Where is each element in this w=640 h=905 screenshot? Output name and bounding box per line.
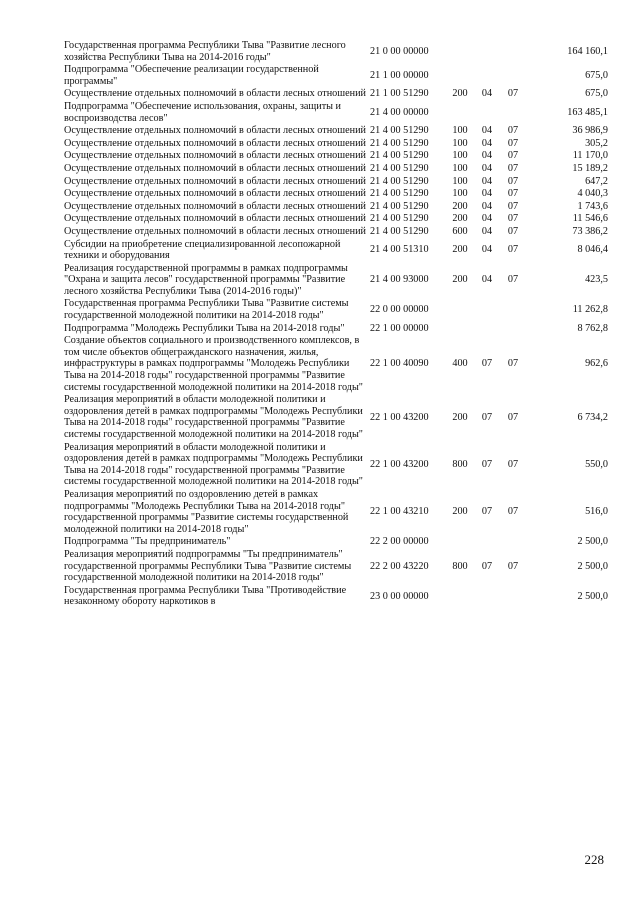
table-row [64, 64, 608, 88]
amount: 2 500,0 [577, 536, 608, 548]
subsection [500, 323, 526, 336]
section: 04 [481, 274, 493, 286]
target-code: 21 0 00 00000 [370, 45, 429, 57]
table-row [64, 549, 608, 585]
amount: 11 262,8 [572, 304, 608, 316]
item-name: Подпрограмма "Обеспечение использования, охраны, защиты и воспроизводства лесов" [64, 100, 341, 124]
item-name: Субсидии на приобретение специализированной лесопожарной техники и оборудования [64, 238, 341, 262]
target-code: 22 1 00 43210 [370, 506, 429, 518]
item-name: Государственная программа Республики Тыва "Развитие лесного хозяйства Республики Тыва на 2014-2016 годы" [64, 40, 346, 63]
subsection: 07 [507, 213, 519, 225]
target-code: 21 4 00 51310 [370, 244, 429, 256]
subsection: 07 [507, 150, 519, 162]
section: 07 [481, 358, 493, 370]
section: 07 [481, 560, 493, 572]
table-row [64, 239, 608, 263]
budget-table-body [64, 40, 608, 609]
target-code: 21 4 00 51290 [370, 125, 429, 137]
subsection [500, 40, 526, 64]
subsection: 07 [507, 506, 519, 518]
amount: 163 485,1 [567, 106, 608, 118]
item-name: Осуществление отдельных полномочий в области лесных отношений [64, 88, 366, 100]
table-row [64, 585, 608, 609]
table-row [64, 323, 608, 336]
section: 04 [481, 162, 493, 174]
section: 04 [481, 225, 493, 237]
item-name: Подпрограмма "Обеспечение реализации государственной программы" [64, 64, 319, 87]
table-row [64, 263, 608, 299]
section: 07 [481, 458, 493, 470]
subsection [500, 536, 526, 549]
target-code: 21 4 00 51290 [370, 137, 429, 149]
table-row [64, 176, 608, 189]
table-row [64, 138, 608, 151]
page-number: 228 [584, 852, 604, 867]
target-code: 23 0 00 00000 [370, 590, 429, 602]
expense-type: 800 [452, 458, 468, 470]
item-name: Осуществление отдельных полномочий в области лесных отношений [64, 213, 366, 225]
amount: 8 762,8 [577, 322, 608, 334]
section [474, 298, 500, 322]
item-name: Осуществление отдельных полномочий в области лесных отношений [64, 188, 366, 200]
section: 04 [481, 213, 493, 225]
subsection: 07 [507, 225, 519, 237]
section: 04 [481, 200, 493, 212]
amount: 11 170,0 [572, 150, 608, 162]
expense-type [446, 323, 474, 336]
subsection [500, 101, 526, 125]
table-row [64, 150, 608, 163]
expense-type: 200 [452, 244, 468, 256]
subsection: 07 [507, 244, 519, 256]
expense-type: 400 [452, 358, 468, 370]
section [474, 323, 500, 336]
item-name: Государственная программа Республики Тыва "Развитие системы государственной молодежной политики на 2014-2018 годы" [64, 298, 349, 322]
target-code: 21 4 00 51290 [370, 150, 429, 162]
table-row [64, 101, 608, 125]
table-row [64, 226, 608, 239]
subsection: 07 [507, 358, 519, 370]
subsection: 07 [507, 125, 519, 137]
amount: 164 160,1 [567, 45, 608, 57]
expense-type: 800 [452, 560, 468, 572]
amount: 8 046,4 [577, 244, 608, 256]
item-name: Реализация мероприятий подпрограммы "Ты предприниматель" государственной программы Республики Тыва "Развитие системы государственной молодежной политики на 2014-2018 годы" [64, 548, 352, 584]
amount: 73 386,2 [572, 225, 608, 237]
target-code: 21 4 00 51290 [370, 225, 429, 237]
expense-type: 100 [452, 162, 468, 174]
item-name: Осуществление отдельных полномочий в области лесных отношений [64, 175, 366, 187]
amount: 675,0 [585, 88, 608, 100]
budget-table [64, 40, 608, 609]
section: 04 [481, 150, 493, 162]
item-name: Реализация мероприятий в области молодежной политики и оздоровления детей в рамках подпрограммы "Молодежь Республики Тыва на 2014-2018 годы" государственной программы "Развитие системы государственной молодежной политики на 2014-2018 годы" [64, 441, 363, 488]
item-name: Подпрограмма "Молодежь Республики Тыва на 2014-2018 годы" [64, 322, 345, 334]
table-row [64, 213, 608, 226]
table-row [64, 125, 608, 138]
expense-type: 100 [452, 188, 468, 200]
amount: 962,6 [585, 358, 608, 370]
section [474, 40, 500, 64]
section: 07 [481, 411, 493, 423]
amount: 423,5 [585, 274, 608, 286]
section [474, 536, 500, 549]
target-code: 22 0 00 00000 [370, 304, 429, 316]
subsection: 07 [507, 188, 519, 200]
expense-type [446, 40, 474, 64]
item-name: Подпрограмма "Ты предприниматель" [64, 536, 231, 548]
table-row [64, 442, 608, 489]
subsection: 07 [507, 458, 519, 470]
subsection: 07 [507, 411, 519, 423]
amount: 305,2 [585, 137, 608, 149]
target-code: 21 4 00 51290 [370, 200, 429, 212]
table-row [64, 40, 608, 64]
amount: 15 189,2 [572, 162, 608, 174]
subsection [500, 64, 526, 88]
item-name: Осуществление отдельных полномочий в области лесных отношений [64, 150, 366, 162]
section: 04 [481, 175, 493, 187]
expense-type: 100 [452, 175, 468, 187]
expense-type: 100 [452, 125, 468, 137]
target-code: 22 1 00 43200 [370, 458, 429, 470]
table-row [64, 88, 608, 101]
expense-type: 600 [452, 225, 468, 237]
section: 04 [481, 125, 493, 137]
expense-type [446, 64, 474, 88]
expense-type: 100 [452, 150, 468, 162]
table-row [64, 536, 608, 549]
target-code: 22 1 00 43200 [370, 411, 429, 423]
target-code: 21 4 00 51290 [370, 162, 429, 174]
table-row [64, 394, 608, 441]
subsection: 07 [507, 88, 519, 100]
amount: 36 986,9 [572, 125, 608, 137]
expense-type [446, 536, 474, 549]
target-code: 21 1 00 00000 [370, 69, 429, 81]
target-code: 21 4 00 93000 [370, 274, 429, 286]
amount: 4 040,3 [577, 188, 608, 200]
section: 07 [481, 506, 493, 518]
item-name: Реализация государственной программы в рамках подпрограммы "Охрана и защита лесов" государственной программы "Развитие лесного хозяйства Республики Тыва (2014-2016 годы)" [64, 262, 348, 297]
item-name: Осуществление отдельных полномочий в области лесных отношений [64, 125, 366, 137]
expense-type: 200 [452, 506, 468, 518]
expense-type: 100 [452, 137, 468, 149]
subsection: 07 [507, 137, 519, 149]
table-row [64, 298, 608, 322]
amount: 550,0 [585, 458, 608, 470]
section: 04 [481, 244, 493, 256]
amount: 516,0 [585, 506, 608, 518]
target-code: 22 1 00 40090 [370, 358, 429, 370]
target-code: 21 4 00 51290 [370, 188, 429, 200]
table-row [64, 188, 608, 201]
subsection: 07 [507, 162, 519, 174]
section: 04 [481, 188, 493, 200]
item-name: Создание объектов социального и производственного комплексов, в том числе объектов общегражданского назначения, жилья, инфраструктуры в рамках подпрограммы "Молодежь Республики Тыва на 2014-2018 годы" государственной программы "Развитие системы государственной молодежной политики на 2014-2018 годы" [64, 335, 363, 393]
amount: 2 500,0 [577, 590, 608, 602]
expense-type: 200 [452, 200, 468, 212]
item-name: Государственная программа Республики Тыва "Противодействие незаконному обороту наркотиков в [64, 584, 347, 608]
subsection: 07 [507, 274, 519, 286]
expense-type: 200 [452, 213, 468, 225]
subsection: 07 [507, 200, 519, 212]
target-code: 22 2 00 43220 [370, 560, 429, 572]
expense-type [446, 298, 474, 322]
target-code: 21 4 00 51290 [370, 213, 429, 225]
item-name: Осуществление отдельных полномочий в области лесных отношений [64, 162, 366, 174]
table-row [64, 163, 608, 176]
subsection [500, 585, 526, 609]
target-code: 22 1 00 00000 [370, 322, 429, 334]
subsection: 07 [507, 175, 519, 187]
amount: 647,2 [585, 175, 608, 187]
expense-type: 200 [452, 88, 468, 100]
item-name: Осуществление отдельных полномочий в области лесных отношений [64, 137, 366, 149]
subsection [500, 298, 526, 322]
expense-type [446, 101, 474, 125]
amount: 6 734,2 [577, 411, 608, 423]
amount: 1 743,6 [577, 200, 608, 212]
item-name: Реализация мероприятий по оздоровлению детей в рамках подпрограммы "Молодежь Республики Тыва на 2014-2018 годы" государственной программы "Развитие системы государственной молодежной политики на 2014-2018 годы" [64, 488, 349, 535]
expense-type: 200 [452, 274, 468, 286]
item-name: Осуществление отдельных полномочий в области лесных отношений [64, 225, 366, 237]
expense-type [446, 585, 474, 609]
section: 04 [481, 137, 493, 149]
table-row [64, 489, 608, 536]
target-code: 21 4 00 51290 [370, 175, 429, 187]
table-row [64, 335, 608, 394]
amount: 675,0 [585, 69, 608, 81]
section: 04 [481, 88, 493, 100]
amount: 2 500,0 [577, 560, 608, 572]
target-code: 21 1 00 51290 [370, 88, 429, 100]
target-code: 21 4 00 00000 [370, 106, 429, 118]
amount: 11 546,6 [572, 213, 608, 225]
section [474, 64, 500, 88]
table-row [64, 201, 608, 214]
section [474, 585, 500, 609]
item-name: Реализация мероприятий в области молодежной политики и оздоровления детей в рамках подпрограммы "Молодежь Республики Тыва на 2014-2018 годы" государственной программы "Развитие системы государственной молодежной политики на 2014-2018 годы" [64, 394, 363, 440]
section [474, 101, 500, 125]
expense-type: 200 [452, 411, 468, 423]
item-name: Осуществление отдельных полномочий в области лесных отношений [64, 200, 366, 212]
subsection: 07 [507, 560, 519, 572]
target-code: 22 2 00 00000 [370, 536, 429, 548]
